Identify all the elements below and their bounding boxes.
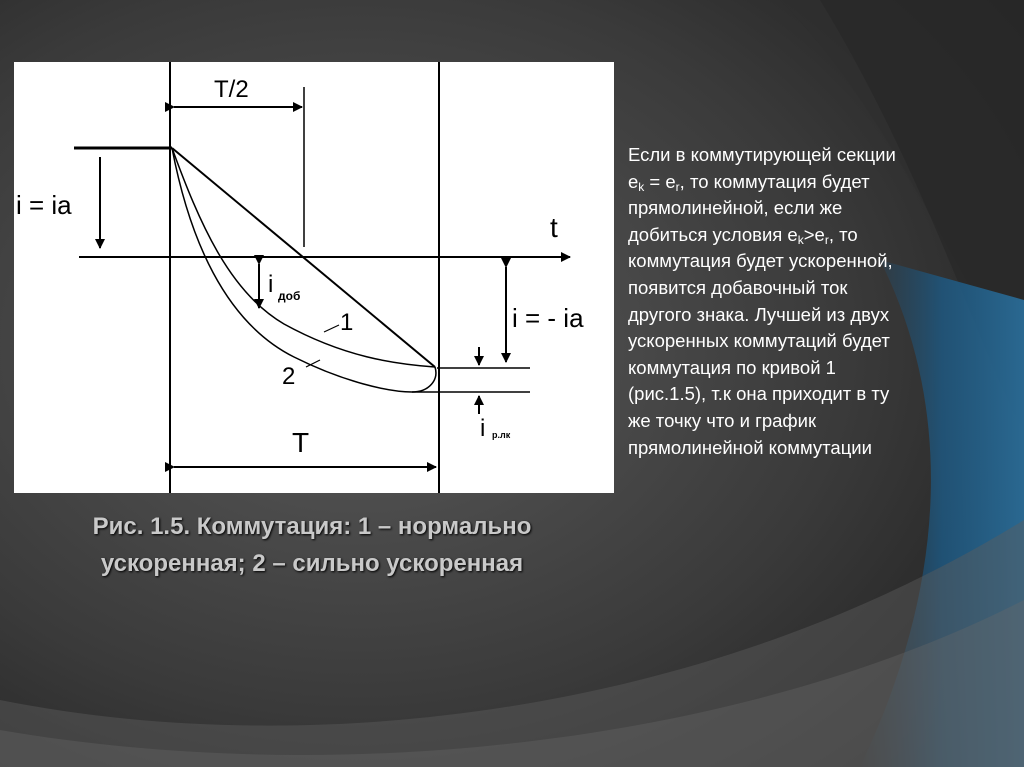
i-end-label: i = - ia (512, 303, 584, 333)
text-line-11: же точку что и график (628, 409, 817, 431)
text-line-6: появится добавочный ток (628, 276, 848, 298)
explanation-text (628, 142, 968, 461)
text-line-2: $e_k = e_r$, то коммутация будет (628, 170, 870, 194)
text-line-4: добиться условия $e_k>e_r$, то (628, 223, 858, 247)
i-start-label: i = ia (16, 190, 72, 220)
curve-1-label: 1 (340, 309, 354, 336)
text-line-3: прямолинейной, если же (628, 197, 843, 219)
i-extra-label: i (268, 271, 274, 298)
text-line-9: коммутация по кривой 1 (628, 356, 836, 378)
curve-2-label: 2 (282, 363, 296, 390)
text-line-12: прямолинейной коммутации (628, 436, 872, 458)
i-rlk-sub-label: р.лк (492, 430, 511, 440)
i-rlk-label: i (480, 415, 486, 442)
commutation-figure (14, 62, 614, 493)
text-line-5: коммутация будет ускоренной, (628, 250, 893, 272)
caption-line-1: Рис. 1.5. Коммутация: 1 – нормально (92, 513, 532, 540)
text-line-8: ускоренных коммутаций будет (628, 330, 890, 352)
caption-line-2: ускоренная; 2 – сильно ускоренная (100, 550, 524, 577)
text-line-10: (рис.1.5), т.к она приходит в ту (628, 383, 890, 405)
half-period-label: T/2 (214, 76, 249, 103)
commutation-diagram (14, 62, 614, 493)
period-label: T (292, 427, 310, 458)
figure-caption (0, 508, 624, 582)
time-axis-label: t (550, 212, 558, 243)
text-line-1: Если в коммутирующей секции (628, 144, 896, 165)
text-line-7: другого знака. Лучшей из двух (628, 303, 890, 325)
i-extra-sub-label: доб (278, 289, 301, 303)
